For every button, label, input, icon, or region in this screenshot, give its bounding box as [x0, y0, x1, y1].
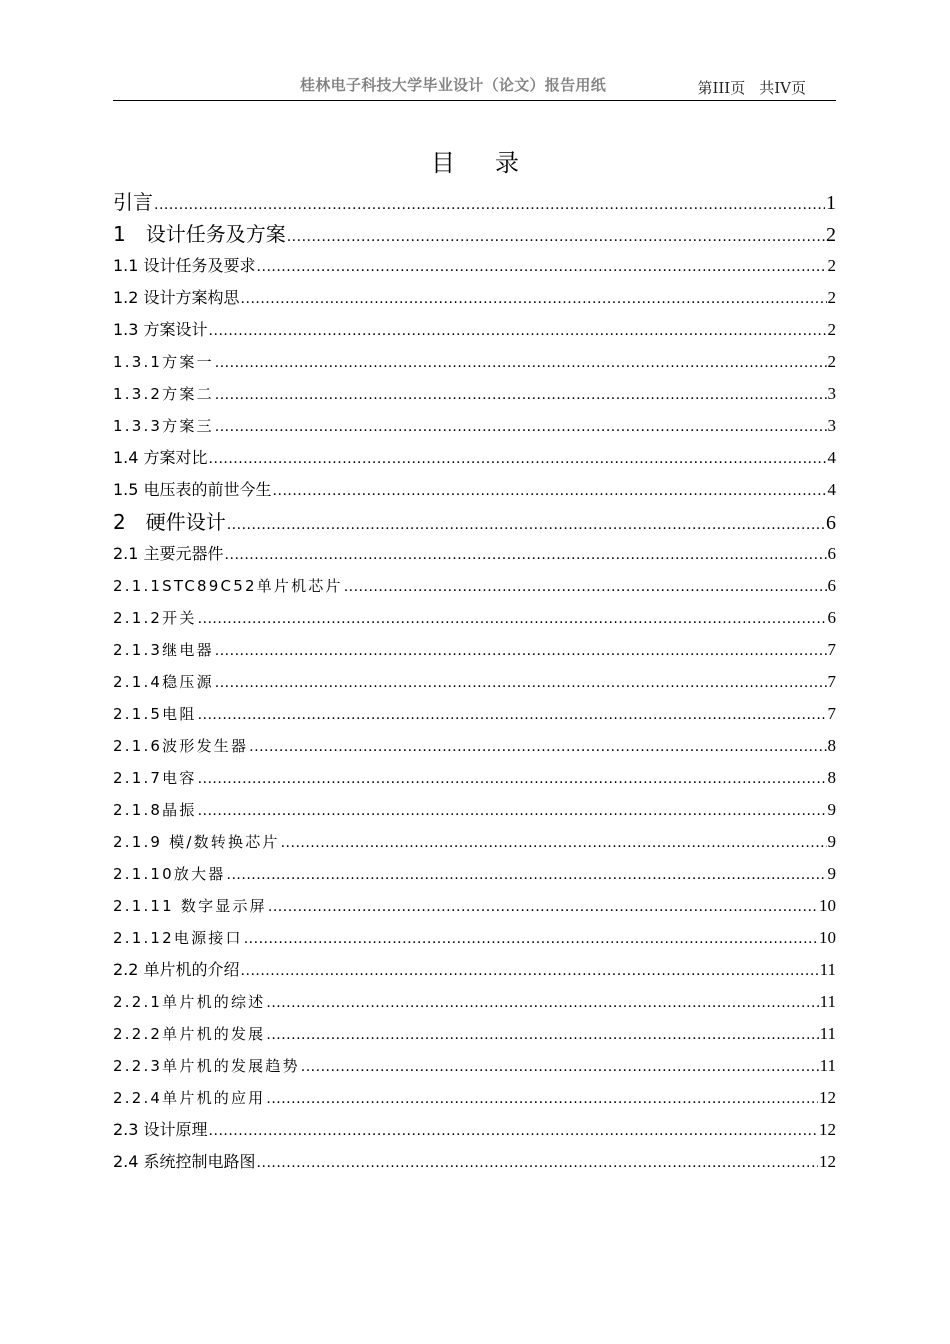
- toc-entry-label: 2.2.2单片机的发展: [113, 1025, 266, 1043]
- toc-entry-label: 2.1.3继电器: [113, 641, 214, 659]
- toc-entry[interactable]: [113, 1050, 836, 1082]
- toc-entry-label: 1.3.2方案二: [113, 385, 214, 403]
- toc-entry[interactable]: [113, 602, 836, 634]
- toc-entry-page: 6: [827, 544, 836, 563]
- school-report-title: 桂林电子科技大学毕业设计（论文）报告用纸: [300, 76, 607, 94]
- toc-entry-label: 2.1.8晶振: [113, 801, 197, 819]
- toc-entry[interactable]: [113, 186, 836, 218]
- toc-entry-page: 9: [827, 800, 836, 819]
- toc-entry-page: 9: [827, 832, 836, 851]
- toc-entry-label: 1 设计任务及方案: [113, 222, 286, 246]
- toc-entry-label: 2.2.4单片机的应用: [113, 1089, 266, 1107]
- toc-title: 目录: [431, 149, 559, 177]
- toc-leader-dots: [257, 1147, 818, 1179]
- toc-entry-label: 2.1.5电阻: [113, 705, 197, 723]
- toc-entry[interactable]: [113, 1114, 836, 1146]
- toc-entry-label: 1.5 电压表的前世今生: [113, 480, 272, 499]
- toc-entry-label: 2.1.4稳压源: [113, 673, 214, 691]
- toc-entry-page: 6: [827, 576, 836, 595]
- toc-leader-dots: [198, 699, 827, 731]
- toc-entry[interactable]: [113, 346, 836, 378]
- toc-entry-label: 2.1 主要元器件: [113, 544, 224, 563]
- toc-entry-page: 3: [827, 384, 836, 403]
- toc-entry-label: 1.1 设计任务及要求: [113, 256, 256, 275]
- toc-entry-page: 11: [819, 960, 836, 979]
- toc-entry-page: 10: [819, 896, 836, 915]
- toc-entry-page: 2: [827, 288, 836, 307]
- toc-entry[interactable]: [113, 410, 836, 442]
- toc-entry-page: 7: [827, 672, 836, 691]
- toc-entry[interactable]: [113, 218, 836, 250]
- page-header: [113, 72, 836, 101]
- toc-leader-dots: [215, 635, 827, 667]
- toc-entry-label: 2.1.6波形发生器: [113, 737, 249, 755]
- toc-entry-label: 2.4 系统控制电路图: [113, 1152, 256, 1171]
- toc-entry[interactable]: [113, 762, 836, 794]
- toc-leader-dots: [198, 603, 827, 635]
- toc-entry-label: 2.2.3单片机的发展趋势: [113, 1057, 300, 1075]
- toc-leader-dots: [266, 987, 818, 1019]
- toc-entry-label: 2.1.9 模/数转换芯片: [113, 833, 280, 851]
- toc-entry[interactable]: [113, 666, 836, 698]
- toc-leader-dots: [198, 795, 827, 827]
- toc-entry[interactable]: [113, 922, 836, 954]
- toc-entry-page: 12: [819, 1088, 836, 1107]
- toc-entry[interactable]: [113, 858, 836, 890]
- toc-entry-page: 1: [826, 192, 836, 214]
- toc-entry-page: 2: [827, 352, 836, 371]
- toc-entry-label: 1.3.1方案一: [113, 353, 214, 371]
- toc-entry[interactable]: [113, 282, 836, 314]
- toc-entry-page: 3: [827, 416, 836, 435]
- toc-entry-label: 2 硬件设计: [113, 510, 226, 534]
- toc-entry[interactable]: [113, 474, 836, 506]
- toc-entry-page: 7: [827, 640, 836, 659]
- toc-entry[interactable]: [113, 538, 836, 570]
- toc-entry[interactable]: [113, 826, 836, 858]
- toc-entry-page: 10: [819, 928, 836, 947]
- toc-leader-dots: [154, 189, 825, 221]
- toc-leader-dots: [227, 509, 825, 541]
- toc-leader-dots: [266, 1083, 818, 1115]
- toc-leader-dots: [273, 475, 827, 507]
- toc-entry-label: 引言: [113, 190, 153, 214]
- toc-entry-label: 2.1.1STC89C52单片机芯片: [113, 577, 343, 595]
- toc-entry-label: 2.2 单片机的介绍: [113, 960, 240, 979]
- toc-leader-dots: [266, 1019, 818, 1051]
- toc-leader-dots: [215, 411, 827, 443]
- toc-entry[interactable]: [113, 250, 836, 282]
- table-of-contents: [113, 186, 836, 1178]
- toc-entry[interactable]: [113, 1018, 836, 1050]
- toc-leader-dots: [209, 1115, 818, 1147]
- toc-leader-dots: [241, 283, 827, 315]
- toc-leader-dots: [241, 955, 819, 987]
- toc-entry[interactable]: [113, 570, 836, 602]
- toc-entry-page: 12: [819, 1120, 836, 1139]
- toc-leader-dots: [301, 1051, 819, 1083]
- toc-entry-label: 1.3 方案设计: [113, 320, 208, 339]
- toc-leader-dots: [215, 379, 827, 411]
- toc-leader-dots: [249, 731, 826, 763]
- toc-entry-page: 11: [819, 1024, 836, 1043]
- toc-entry-label: 1.2 设计方案构思: [113, 288, 240, 307]
- toc-entry-page: 7: [827, 704, 836, 723]
- toc-entry-page: 4: [827, 480, 836, 499]
- toc-entry-label: 2.1.11 数字显示屏: [113, 897, 267, 915]
- toc-entry-page: 4: [827, 448, 836, 467]
- toc-entry[interactable]: [113, 1146, 836, 1178]
- toc-leader-dots: [225, 539, 827, 571]
- toc-entry[interactable]: [113, 954, 836, 986]
- toc-leader-dots: [344, 571, 827, 603]
- toc-entry-label: 1.3.3方案三: [113, 417, 214, 435]
- toc-entry[interactable]: [113, 1082, 836, 1114]
- toc-entry-page: 9: [827, 864, 836, 883]
- toc-entry-page: 11: [819, 992, 836, 1011]
- toc-leader-dots: [198, 763, 827, 795]
- toc-entry-label: 2.1.12电源接口: [113, 929, 243, 947]
- toc-leader-dots: [268, 891, 818, 923]
- toc-entry[interactable]: [113, 730, 836, 762]
- toc-entry-page: 2: [827, 256, 836, 275]
- toc-entry-label: 2.2.1单片机的综述: [113, 993, 266, 1011]
- toc-entry[interactable]: [113, 890, 836, 922]
- toc-entry[interactable]: [113, 442, 836, 474]
- toc-entry[interactable]: [113, 506, 836, 538]
- toc-leader-dots: [244, 923, 818, 955]
- toc-leader-dots: [257, 251, 827, 283]
- toc-leader-dots: [215, 667, 827, 699]
- toc-entry[interactable]: [113, 794, 836, 826]
- toc-leader-dots: [215, 347, 827, 379]
- toc-leader-dots: [209, 315, 827, 347]
- page-number-info: [697, 77, 806, 98]
- toc-entry-page: 12: [819, 1152, 836, 1171]
- toc-entry[interactable]: [113, 378, 836, 410]
- toc-leader-dots: [281, 827, 827, 859]
- total-pages-label: 共IV页: [759, 79, 806, 97]
- toc-entry[interactable]: [113, 634, 836, 666]
- toc-entry-label: 2.3 设计原理: [113, 1120, 208, 1139]
- toc-entry-label: 2.1.7电容: [113, 769, 197, 787]
- toc-entry-label: 2.1.10放大器: [113, 865, 226, 883]
- toc-entry-page: 8: [827, 768, 836, 787]
- toc-entry-label: 1.4 方案对比: [113, 448, 208, 467]
- toc-leader-dots: [227, 859, 827, 891]
- toc-entry-page: 11: [819, 1056, 836, 1075]
- toc-entry-page: 6: [826, 512, 836, 534]
- toc-entry-page: 2: [827, 320, 836, 339]
- toc-leader-dots: [287, 221, 825, 253]
- toc-entry-label: 2.1.2开关: [113, 609, 197, 627]
- toc-entry-page: 8: [827, 736, 836, 755]
- toc-entry[interactable]: [113, 986, 836, 1018]
- toc-entry[interactable]: [113, 314, 836, 346]
- toc-entry-page: 2: [826, 224, 836, 246]
- current-page-label: 第III页: [697, 79, 746, 97]
- toc-leader-dots: [209, 443, 827, 475]
- toc-entry-page: 6: [827, 608, 836, 627]
- toc-entry[interactable]: [113, 698, 836, 730]
